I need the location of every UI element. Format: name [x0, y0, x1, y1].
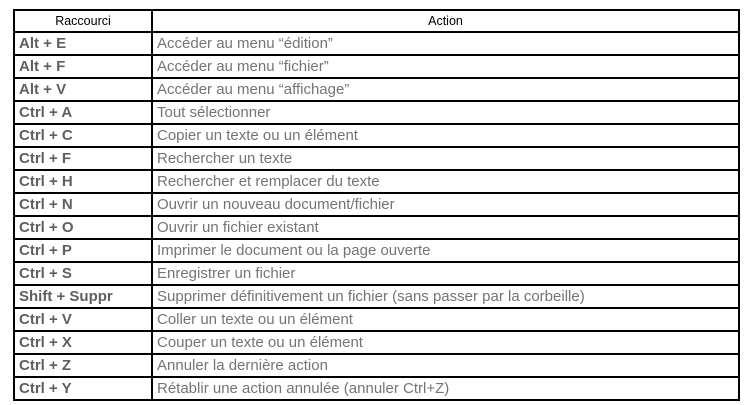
action-cell: Accéder au menu “édition”: [152, 32, 739, 55]
table-row: [14, 377, 739, 400]
shortcut-cell: Ctrl + P: [14, 239, 152, 262]
shortcut-cell: Ctrl + Y: [14, 377, 152, 400]
action-cell: Copier un texte ou un élément: [152, 124, 739, 147]
column-header-action: Action: [152, 10, 739, 32]
table-row: [14, 101, 739, 124]
table-row: [14, 239, 739, 262]
table-row: [14, 331, 739, 354]
table-row: [14, 216, 739, 239]
shortcut-cell: Ctrl + S: [14, 262, 152, 285]
action-cell: Accéder au menu “affichage”: [152, 78, 739, 101]
shortcut-cell: Alt + V: [14, 78, 152, 101]
shortcut-cell: Ctrl + V: [14, 308, 152, 331]
action-cell: Couper un texte ou un élément: [152, 331, 739, 354]
table-row: [14, 285, 739, 308]
table-row: [14, 78, 739, 101]
table-row: [14, 170, 739, 193]
shortcut-cell: Alt + F: [14, 55, 152, 78]
shortcuts-table: [13, 9, 740, 401]
table-row: [14, 354, 739, 377]
action-cell: Coller un texte ou un élément: [152, 308, 739, 331]
action-cell: Supprimer définitivement un fichier (sans passer par la corbeille): [152, 285, 739, 308]
action-cell: Ouvrir un nouveau document/fichier: [152, 193, 739, 216]
table-row: [14, 308, 739, 331]
shortcut-cell: Ctrl + H: [14, 170, 152, 193]
action-cell: Tout sélectionner: [152, 101, 739, 124]
shortcut-cell: Ctrl + N: [14, 193, 152, 216]
action-cell: Imprimer le document ou la page ouverte: [152, 239, 739, 262]
action-cell: Annuler la dernière action: [152, 354, 739, 377]
shortcut-cell: Shift + Suppr: [14, 285, 152, 308]
shortcuts-table-container: [13, 9, 740, 401]
shortcut-cell: Alt + E: [14, 32, 152, 55]
table-row: [14, 147, 739, 170]
table-row: [14, 55, 739, 78]
shortcut-cell: Ctrl + A: [14, 101, 152, 124]
table-header: [14, 10, 739, 32]
table-body: [14, 32, 739, 400]
action-cell: Enregistrer un fichier: [152, 262, 739, 285]
table-row: [14, 32, 739, 55]
action-cell: Rétablir une action annulée (annuler Ctrl+Z): [152, 377, 739, 400]
action-cell: Accéder au menu “fichier”: [152, 55, 739, 78]
action-cell: Ouvrir un fichier existant: [152, 216, 739, 239]
header-row: [14, 10, 739, 32]
action-cell: Rechercher et remplacer du texte: [152, 170, 739, 193]
table-row: [14, 124, 739, 147]
table-row: [14, 262, 739, 285]
column-header-raccourci: Raccourci: [14, 10, 152, 32]
shortcut-cell: Ctrl + Z: [14, 354, 152, 377]
action-cell: Rechercher un texte: [152, 147, 739, 170]
shortcut-cell: Ctrl + F: [14, 147, 152, 170]
table-row: [14, 193, 739, 216]
shortcut-cell: Ctrl + C: [14, 124, 152, 147]
shortcut-cell: Ctrl + O: [14, 216, 152, 239]
shortcut-cell: Ctrl + X: [14, 331, 152, 354]
